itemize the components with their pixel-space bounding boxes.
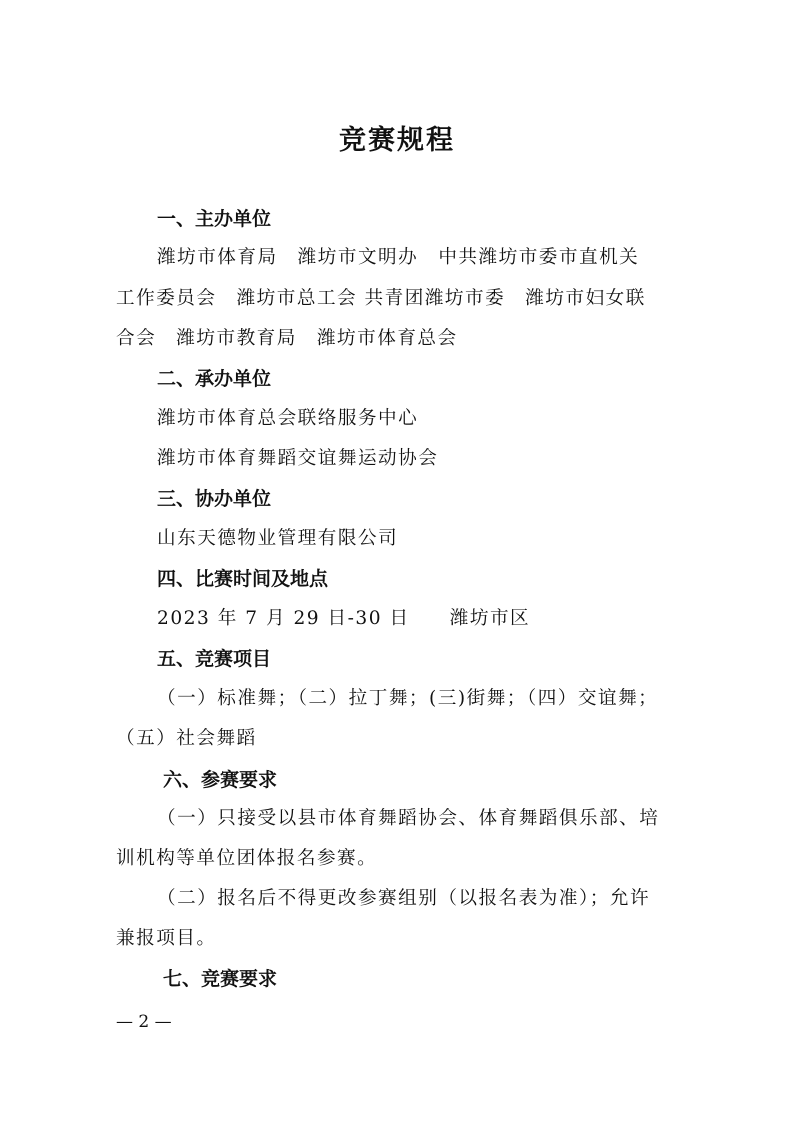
paragraph-line: 山东天德物业管理有限公司 bbox=[157, 528, 399, 549]
section-heading-competition-rules: 七、竞赛要求 bbox=[163, 968, 278, 990]
paragraph-line: 兼报项目。 bbox=[116, 928, 217, 949]
paragraph-line: （一）只接受以县市体育舞蹈协会、体育舞蹈俱乐部、培 bbox=[157, 808, 660, 829]
paragraph-line: （五）社会舞蹈 bbox=[116, 728, 257, 749]
section-heading-events: 五、竞赛项目 bbox=[157, 648, 272, 670]
paragraph-line: 工作委员会 潍坊市总工会 共青团潍坊市委 潍坊市妇女联 bbox=[116, 288, 646, 309]
paragraph-line: （二）报名后不得更改参赛组别（以报名表为准）；允许 bbox=[157, 888, 651, 909]
page-title: 竞赛规程 bbox=[339, 125, 455, 156]
paragraph-line: 训机构等单位团体报名参赛。 bbox=[116, 848, 378, 869]
section-heading-co-organizer: 三、协办单位 bbox=[157, 488, 272, 510]
paragraph-line: 合会 潍坊市教育局 潍坊市体育总会 bbox=[116, 328, 458, 349]
section-heading-time-location: 四、比赛时间及地点 bbox=[157, 568, 329, 590]
section-heading-host: 二、承办单位 bbox=[157, 368, 272, 390]
page-number: — 2 — bbox=[116, 1012, 172, 1032]
paragraph-line: 潍坊市体育舞蹈交谊舞运动协会 bbox=[157, 448, 439, 469]
paragraph-line: 2023 年 7 月 29 日-30 日 潍坊市区 bbox=[157, 608, 531, 629]
section-heading-organizer: 一、主办单位 bbox=[157, 208, 272, 230]
section-heading-requirements: 六、参赛要求 bbox=[163, 769, 278, 791]
paragraph-line: 潍坊市体育局 潍坊市文明办 中共潍坊市委市直机关 bbox=[157, 247, 640, 268]
paragraph-line: 潍坊市体育总会联络服务中心 bbox=[157, 408, 419, 429]
paragraph-line: （一）标准舞；（二）拉丁舞；(三)街舞；（四）交谊舞； bbox=[157, 688, 659, 709]
